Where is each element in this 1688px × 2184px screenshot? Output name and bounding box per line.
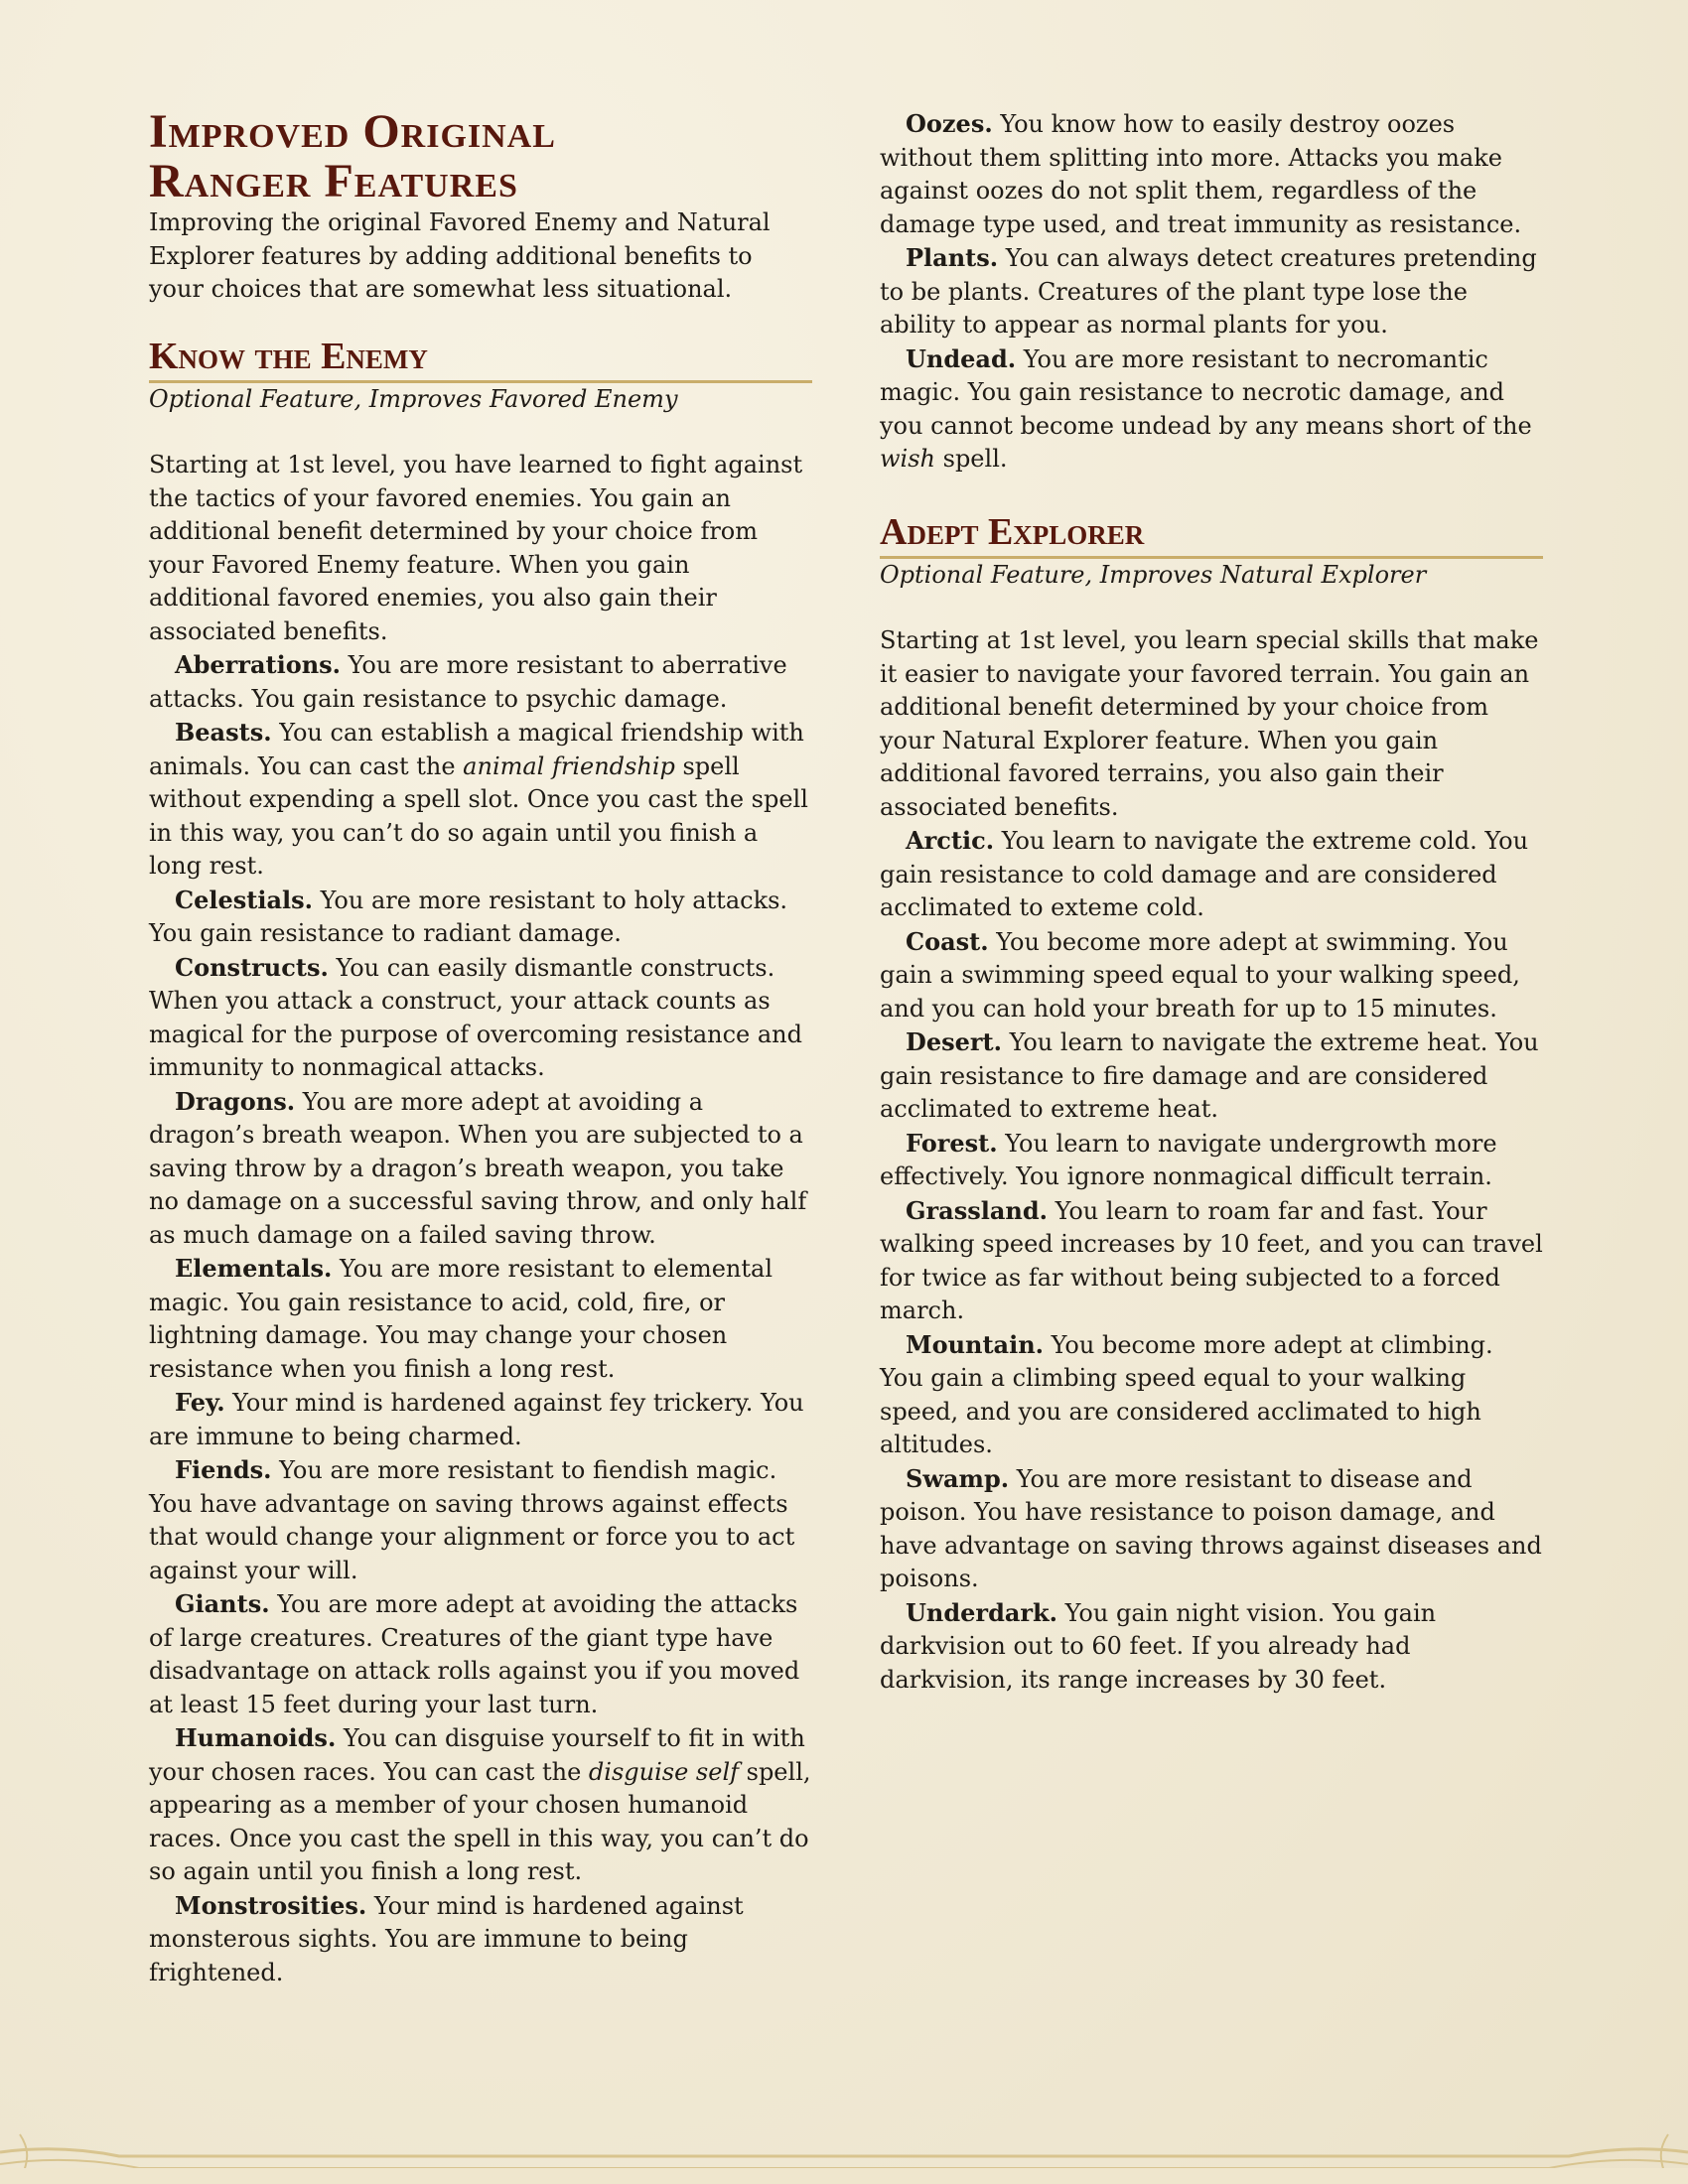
entry-text: You gain night vision. You gain darkvision out to 60 feet. If you already had darkvision, its range increases by 30 feet. bbox=[880, 1598, 1437, 1694]
entry-text: You become more adept at climbing. You gain a climbing speed equal to your walking speed, and you are considered acclimated to high altitudes. bbox=[880, 1330, 1493, 1458]
entry-label: Fiends. bbox=[175, 1455, 272, 1484]
entry-text: spell. bbox=[935, 445, 1008, 473]
right-column bbox=[880, 107, 1543, 1697]
terrain-coast bbox=[880, 925, 1543, 1026]
entry-text: You become more adept at swimming. You gain a swimming speed equal to your walking speed, and you can hold your breath for up to 15 minutes. bbox=[880, 927, 1520, 1023]
entry-text: You know how to easily destroy oozes without them splitting into more. Attacks you make against oozes do not split them, regardless of the damage type used, and treat immunity as resistance. bbox=[880, 110, 1522, 238]
entry-label: Arctic. bbox=[906, 826, 995, 855]
entry-label: Aberrations. bbox=[175, 650, 342, 679]
entry-text: spell, appearing as a member of your chosen humanoid races. Once you cast the spell in this way, you can’t do so again until you finish a long rest. bbox=[149, 1757, 811, 1885]
entry-giants bbox=[149, 1587, 812, 1721]
entry-label: Grassland. bbox=[906, 1195, 1048, 1225]
entry-text: You are more resistant to necromantic magic. You gain resistance to necrotic damage, and you cannot become undead by any means short of the bbox=[880, 344, 1532, 440]
entry-text: You can disguise yourself to fit in with your chosen races. You can cast the bbox=[149, 1724, 805, 1786]
spell-name: disguise self bbox=[588, 1757, 739, 1786]
entry-text: You are more resistant to aberrative attacks. You gain resistance to psychic damage. bbox=[149, 651, 787, 713]
entry-constructs bbox=[149, 951, 812, 1085]
entry-text: Your mind is hardened against fey trickery. You are immune to being charmed. bbox=[149, 1389, 804, 1450]
entry-label: Desert. bbox=[906, 1027, 1002, 1056]
entry-text: You can establish a magical friendship with animals. You can cast the bbox=[149, 719, 804, 780]
entry-label: Monstrosities. bbox=[175, 1890, 367, 1920]
entry-text: spell without expending a spell slot. Once you cast the spell in this way, you can’t do so again until you finish a long rest. bbox=[149, 751, 808, 880]
entry-text: You are more resistant to holy attacks. You gain resistance to radiant damage. bbox=[149, 886, 788, 947]
page-title-line2: Ranger Features bbox=[149, 155, 518, 207]
terrain-mountain bbox=[880, 1328, 1543, 1462]
entry-label: Mountain. bbox=[906, 1329, 1045, 1359]
entry-text: You learn to navigate undergrowth more effectively. You ignore nonmagical difficult terrain. bbox=[880, 1129, 1497, 1190]
entry-text: You can easily dismantle constructs. When you attack a construct, your attack counts as magical for the purpose of overcoming resistance and immunity to nonmagical attacks. bbox=[149, 953, 802, 1081]
terrain-desert bbox=[880, 1025, 1543, 1127]
entry-label: Plants. bbox=[906, 243, 999, 272]
entry-label: Coast. bbox=[906, 926, 989, 956]
entry-text: You are more adept at avoiding a dragon’s breath weapon. When you are subjected to a saving throw by a dragon’s breath weapon, you take no damage on a successful saving throw, and only half as much damage on a failed saving throw. bbox=[149, 1087, 807, 1249]
section-subtitle: Optional Feature, Improves Favored Enemy bbox=[149, 384, 678, 413]
section-body: Starting at 1st level, you have learned to fight against the tactics of your favored enemies. You gain an additional benefit determined by your choice from your Favored Enemy feature. When you gain additional favored enemies, you also gain their associated benefits. bbox=[149, 451, 803, 645]
page-title bbox=[149, 107, 812, 206]
entry-label: Undead. bbox=[906, 343, 1017, 373]
section-subtitle: Optional Feature, Improves Natural Explorer bbox=[880, 560, 1427, 589]
entry-humanoids bbox=[149, 1721, 812, 1889]
section-heading-know-the-enemy: Know the Enemy bbox=[149, 335, 812, 383]
entry-label: Giants. bbox=[175, 1589, 270, 1618]
entry-label: Elementals. bbox=[175, 1254, 333, 1283]
spell-name: animal friendship bbox=[463, 751, 675, 780]
entry-celestials bbox=[149, 884, 812, 951]
entry-beasts bbox=[149, 716, 812, 884]
terrain-arctic bbox=[880, 824, 1543, 925]
entry-dragons bbox=[149, 1085, 812, 1253]
entry-label: Forest. bbox=[906, 1128, 998, 1158]
entry-plants bbox=[880, 241, 1543, 342]
terrain-grassland bbox=[880, 1194, 1543, 1328]
intro-paragraph: Improving the original Favored Enemy and Natural Explorer features by adding additional benefits to your choices that are somewhat less situational. bbox=[149, 208, 771, 303]
entry-text: You learn to navigate the extreme cold. You gain resistance to cold damage and are considered acclimated to exteme cold. bbox=[880, 827, 1529, 921]
entry-fey bbox=[149, 1386, 812, 1453]
terrain-underdark bbox=[880, 1596, 1543, 1698]
entry-elementals bbox=[149, 1252, 812, 1386]
entry-text: You are more adept at avoiding the attacks of large creatures. Creatures of the giant type have disadvantage on attack rolls against you if you moved at least 15 feet during your last turn. bbox=[149, 1590, 800, 1718]
entry-text: You learn to roam far and fast. Your walking speed increases by 10 feet, and you can travel for twice as far without being subjected to a forced march. bbox=[880, 1196, 1543, 1324]
entry-text: You learn to navigate the extreme heat. You gain resistance to fire damage and are considered acclimated to extreme heat. bbox=[880, 1028, 1539, 1123]
section-heading-adept-explorer: Adept Explorer bbox=[880, 510, 1543, 559]
entry-label: Dragons. bbox=[175, 1086, 296, 1116]
page-footer-ornament bbox=[0, 2095, 1688, 2184]
entry-label: Fey. bbox=[175, 1388, 225, 1417]
left-column bbox=[149, 107, 812, 1989]
entry-text: You are more resistant to elemental magic. You gain resistance to acid, cold, fire, or lightning damage. You may change your chosen resistance when you finish a long rest. bbox=[149, 1255, 773, 1383]
entry-label: Beasts. bbox=[175, 718, 272, 747]
page-title-line1: Improved Original bbox=[149, 105, 556, 158]
section-body: Starting at 1st level, you learn special skills that make it easier to navigate your favored terrain. You gain an additional benefit determined by your choice from your Natural Explorer feature. When you gain additional favored terrains, you also gain their associated benefits. bbox=[880, 626, 1539, 821]
spell-name: wish bbox=[880, 445, 935, 473]
entry-undead bbox=[880, 342, 1543, 477]
entry-label: Swamp. bbox=[906, 1463, 1010, 1493]
entry-label: Humanoids. bbox=[175, 1723, 337, 1752]
entry-monstrosities bbox=[149, 1889, 812, 1990]
entry-text: You are more resistant to disease and poison. You have resistance to poison damage, and have advantage on saving throws against diseases and poisons. bbox=[880, 1464, 1542, 1592]
entry-text: You can always detect creatures pretending to be plants. Creatures of the plant type lose the ability to appear as normal plants for you. bbox=[880, 244, 1537, 339]
entry-label: Underdark. bbox=[906, 1597, 1058, 1627]
entry-oozes bbox=[880, 107, 1543, 241]
entry-text: Your mind is hardened against monsterous sights. You are immune to being frightened. bbox=[149, 1891, 744, 1986]
entry-fiends bbox=[149, 1453, 812, 1587]
entry-label: Celestials. bbox=[175, 885, 314, 914]
terrain-forest bbox=[880, 1127, 1543, 1194]
terrain-swamp bbox=[880, 1462, 1543, 1596]
entry-aberrations bbox=[149, 648, 812, 716]
entry-label: Constructs. bbox=[175, 952, 329, 982]
entry-text: You are more resistant to fiendish magic. You have advantage on saving throws against effects that would change your alignment or force you to act against your will. bbox=[149, 1456, 795, 1584]
entry-label: Oozes. bbox=[906, 109, 993, 138]
